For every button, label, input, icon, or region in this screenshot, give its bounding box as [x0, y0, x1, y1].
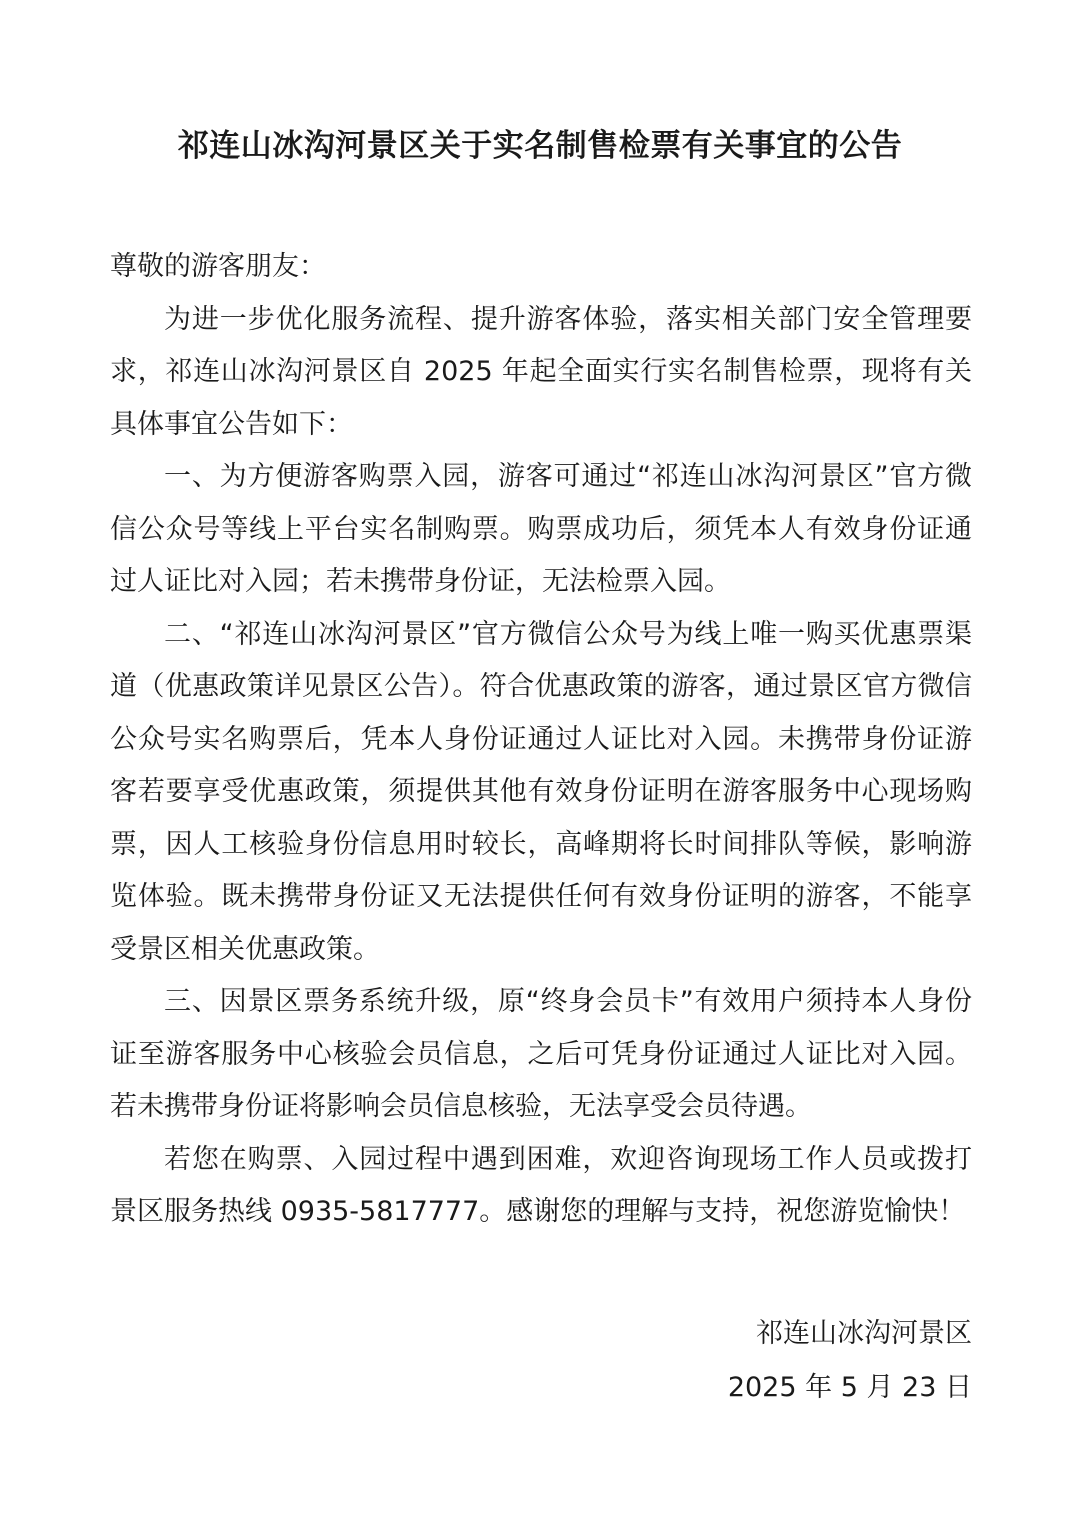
intro-paragraph: 为进一步优化服务流程、提升游客体验，落实相关部门安全管理要求，祁连山冰沟河景区自 2025 年起全面实行实名制售检票，现将有关具体事宜公告如下：	[110, 303, 972, 440]
signature-organization: 祁连山冰沟河景区	[756, 1318, 972, 1349]
item-one-paragraph: 一、为方便游客购票入园，游客可通过“祁连山冰沟河景区”官方微信公众号等线上平台实名制购票。购票成功后，须凭本人有效身份证通过人证比对入园；若未携带身份证，无法检票入园。	[110, 461, 972, 597]
signature-date: 2025 年 5 月 23 日	[727, 1372, 972, 1403]
announcement-title: 祁连山冰沟河景区关于实名制售检票有关事宜的公告	[177, 128, 903, 164]
item-two-paragraph: 二、“祁连山冰沟河景区”官方微信公众号为线上唯一购买优惠票渠道（优惠政策详见景区公告）。符合优惠政策的游客，通过景区官方微信公众号实名购票后，凭本人身份证通过人证比对入园。未携带身份证游客若要享受优惠政策，须提供其他有效身份证明在游客服务中心现场购票，因人工核验身份信息用时较长，高峰期将长时间排队等候，影响游览体验。既未携带身份证又无法提供任何有效身份证明的游客，不能享受景区相关优惠政策。	[110, 618, 972, 965]
closing-paragraph: 若您在购票、入园过程中遇到困难，欢迎咨询现场工作人员或拨打景区服务热线 0935-5817777。感谢您的理解与支持，祝您游览愉快！	[110, 1143, 972, 1227]
salutation: 尊敬的游客朋友：	[110, 251, 326, 282]
signature-block	[728, 1307, 972, 1415]
announcement-body	[110, 241, 972, 1239]
item-three-paragraph: 三、因景区票务系统升级，原“终身会员卡”有效用户须持本人身份证至游客服务中心核验会员信息，之后可凭身份证通过人证比对入园。若未携带身份证将影响会员信息核验，无法享受会员待遇。	[110, 986, 972, 1122]
